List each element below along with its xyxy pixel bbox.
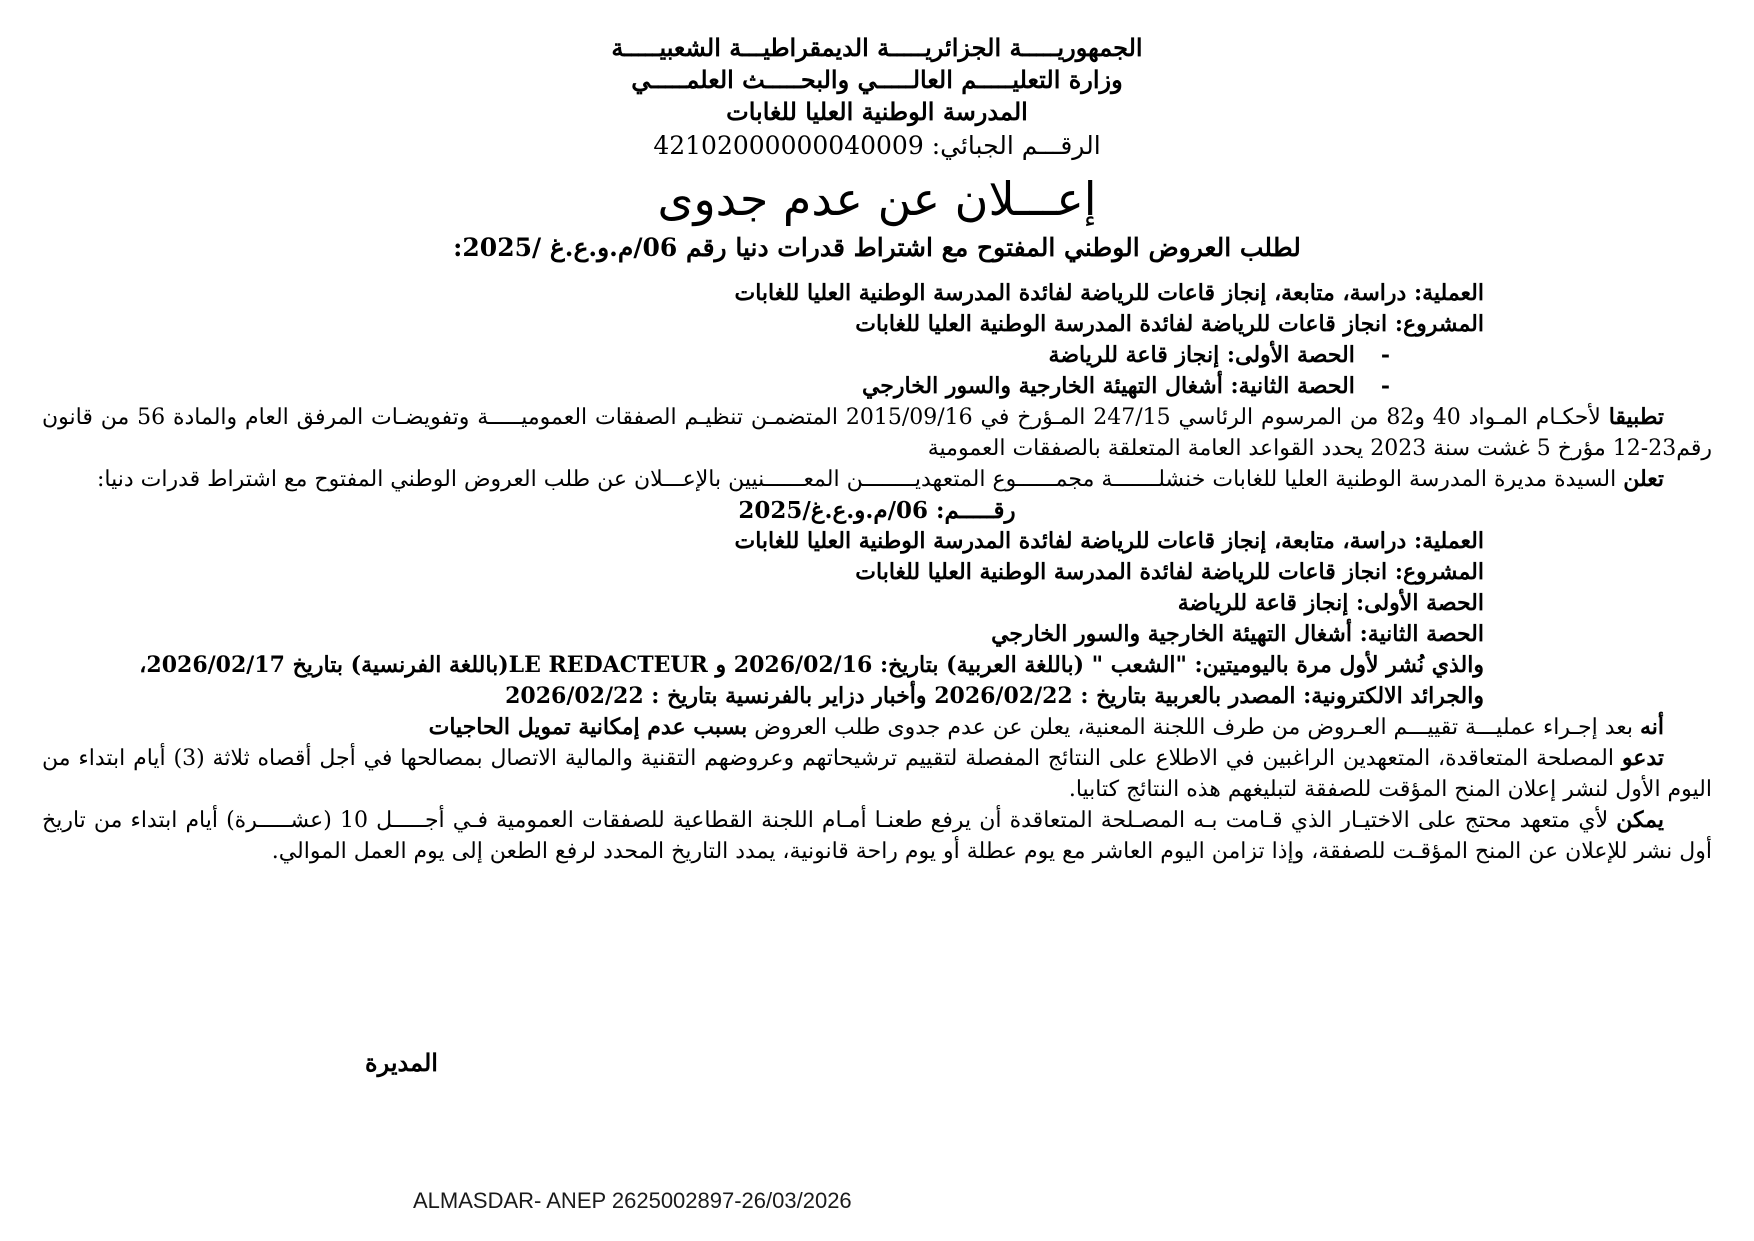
republic-line: الجمهوريـــــة الجزائريـــــة الديمقراطيـــة الشعبيـــــة xyxy=(611,33,1143,62)
result-middle: بعد إجـراء عمليـــة تقييـــم العـروض من طرف اللجنة المعنية، يعلن عن عدم جدوى طلب العروض xyxy=(747,715,1640,740)
online-papers-line: والجرائد الالكترونية: المصدر بالعربية بتاريخ : 2026/02/22 وأخبار دزاير بالفرنسية بتاريخ : 2026/02/22 xyxy=(505,683,1484,709)
project-line: المشروع: انجاز قاعات للرياضة لفائدة المدرسة الوطنية العليا للغابات xyxy=(855,311,1484,337)
result-emphasis: بسبب عدم إمكانية تمويل الحاجيات xyxy=(428,714,748,740)
lot1-line-repeat: الحصة الأولى: إنجاز قاعة للرياضة xyxy=(1177,590,1484,616)
appeal-paragraph xyxy=(42,805,1712,867)
application-rest: لأحكـام المـواد 40 و82 من المرسوم الرئاسي 247/15 المـؤرخ في 2015/09/16 المتضمـن تنظيـم الصفقات العموميـــــة وتفويضـات المرفق العام والمادة 56 من قانون رقم23-12 مؤرخ 5 غشت سنة 2023 يحدد القواعد العامة المتعلقة بالصفقات العمومية xyxy=(42,405,1712,461)
ministry-line: وزارة التعليـــــم العالـــــي والبحـــــث العلمـــــي xyxy=(631,65,1123,94)
application-paragraph xyxy=(42,402,1712,464)
result-lead: أنه xyxy=(1639,714,1664,740)
announce-rest: السيدة مديرة المدرسة الوطنية العليا للغابات خنشلـــــــة مجمــــــوع المتعهديــــــــن المعــــــنيين بالإعـــلان عن طلب العروض الوطني المفتوح مع اشتراط قدرات دنيا: xyxy=(97,467,1624,492)
announce-paragraph xyxy=(42,464,1712,495)
operation-line: العملية: دراسة، متابعة، إنجاز قاعات للرياضة لفائدة المدرسة الوطنية العليا للغابات xyxy=(734,280,1484,306)
document-header xyxy=(0,32,1754,164)
application-lead: تطبيقا xyxy=(1608,404,1664,430)
lot2-text: الحصة الثانية: أشغال التهيئة الخارجية والسور الخارجي xyxy=(861,373,1355,399)
lot2-line-repeat: الحصة الثانية: أشغال التهيئة الخارجية والسور الخارجي xyxy=(991,621,1484,647)
announce-lead: تعلن xyxy=(1623,466,1664,492)
invite-paragraph xyxy=(42,743,1712,805)
reference-number-line: رقـــــم: 06/م.و.ع.غ/2025 xyxy=(738,497,1016,524)
invite-rest: المصلحة المتعاقدة، المتعهدين الراغبين في الاطلاع على النتائج المفصلة لتقييم ترشيحاتهم وعروضهم التقنية والمالية الاتصال بمصالحها في أجل أقصاه ثلاثة (3) أيام ابتداء من اليوم الأول لنشر إعلان المنح المؤقت للصفقة لتبليغهم هذه النتائج كتابيا. xyxy=(42,746,1712,802)
invite-lead: تدعو xyxy=(1621,745,1664,771)
lot1-text: الحصة الأولى: إنجاز قاعة للرياضة xyxy=(1048,342,1355,368)
result-paragraph xyxy=(42,712,1712,743)
dash-bullet: - xyxy=(1380,342,1390,368)
dash-bullet: - xyxy=(1380,373,1390,399)
appeal-rest: لأي متعهد محتج على الاختيـار الذي قـامت بـه المصـلحة المتعاقدة أن يرفع طعنـا أمـام اللجنة القطاعية للصفقات العمومية فـي أجـــــل 10 (عشـــــرة) أيام ابتداء من تاريخ أول نشر للإعلان عن المنح المؤقـت للصفقة، وإذا تزامن اليوم العاشر مع يوم عطلة أو يوم راحة قانونية، يمدد التاريخ المحدد لرفع الطعن إلى يوم العمل الموالي. xyxy=(42,808,1712,864)
notice-subtitle: لطلب العروض الوطني المفتوح مع اشتراط قدرات دنيا رقم 06/م.و.ع.غ /2025: xyxy=(453,233,1301,262)
lot2-line xyxy=(42,371,1712,402)
appeal-lead: يمكن xyxy=(1616,807,1664,833)
notice-title: إعـــلان عن عدم جدوى xyxy=(657,172,1097,226)
project-line-repeat: المشروع: انجاز قاعات للرياضة لفائدة المدرسة الوطنية العليا للغابات xyxy=(855,559,1484,585)
notice-body xyxy=(0,278,1754,867)
lot1-line xyxy=(42,340,1712,371)
anep-footer: ALMASDAR- ANEP 2625002897-26/03/2026 xyxy=(413,1188,852,1213)
tax-id-line: الرقـــم الجبائي: 42102000000040009 xyxy=(653,131,1101,160)
published-line: والذي نُشر لأول مرة باليوميتين: "الشعب " (باللغة العربية) بتاريخ: 2026/02/16 و LE REDACTEUR(باللغة الفرنسية) بتاريخ 2026/02/17، xyxy=(139,652,1484,678)
operation-line-repeat: العملية: دراسة، متابعة، إنجاز قاعات للرياضة لفائدة المدرسة الوطنية العليا للغابات xyxy=(734,528,1484,554)
director-signature: المديرة xyxy=(365,1048,438,1077)
school-name-line: المدرسة الوطنية العليا للغابات xyxy=(726,97,1028,126)
